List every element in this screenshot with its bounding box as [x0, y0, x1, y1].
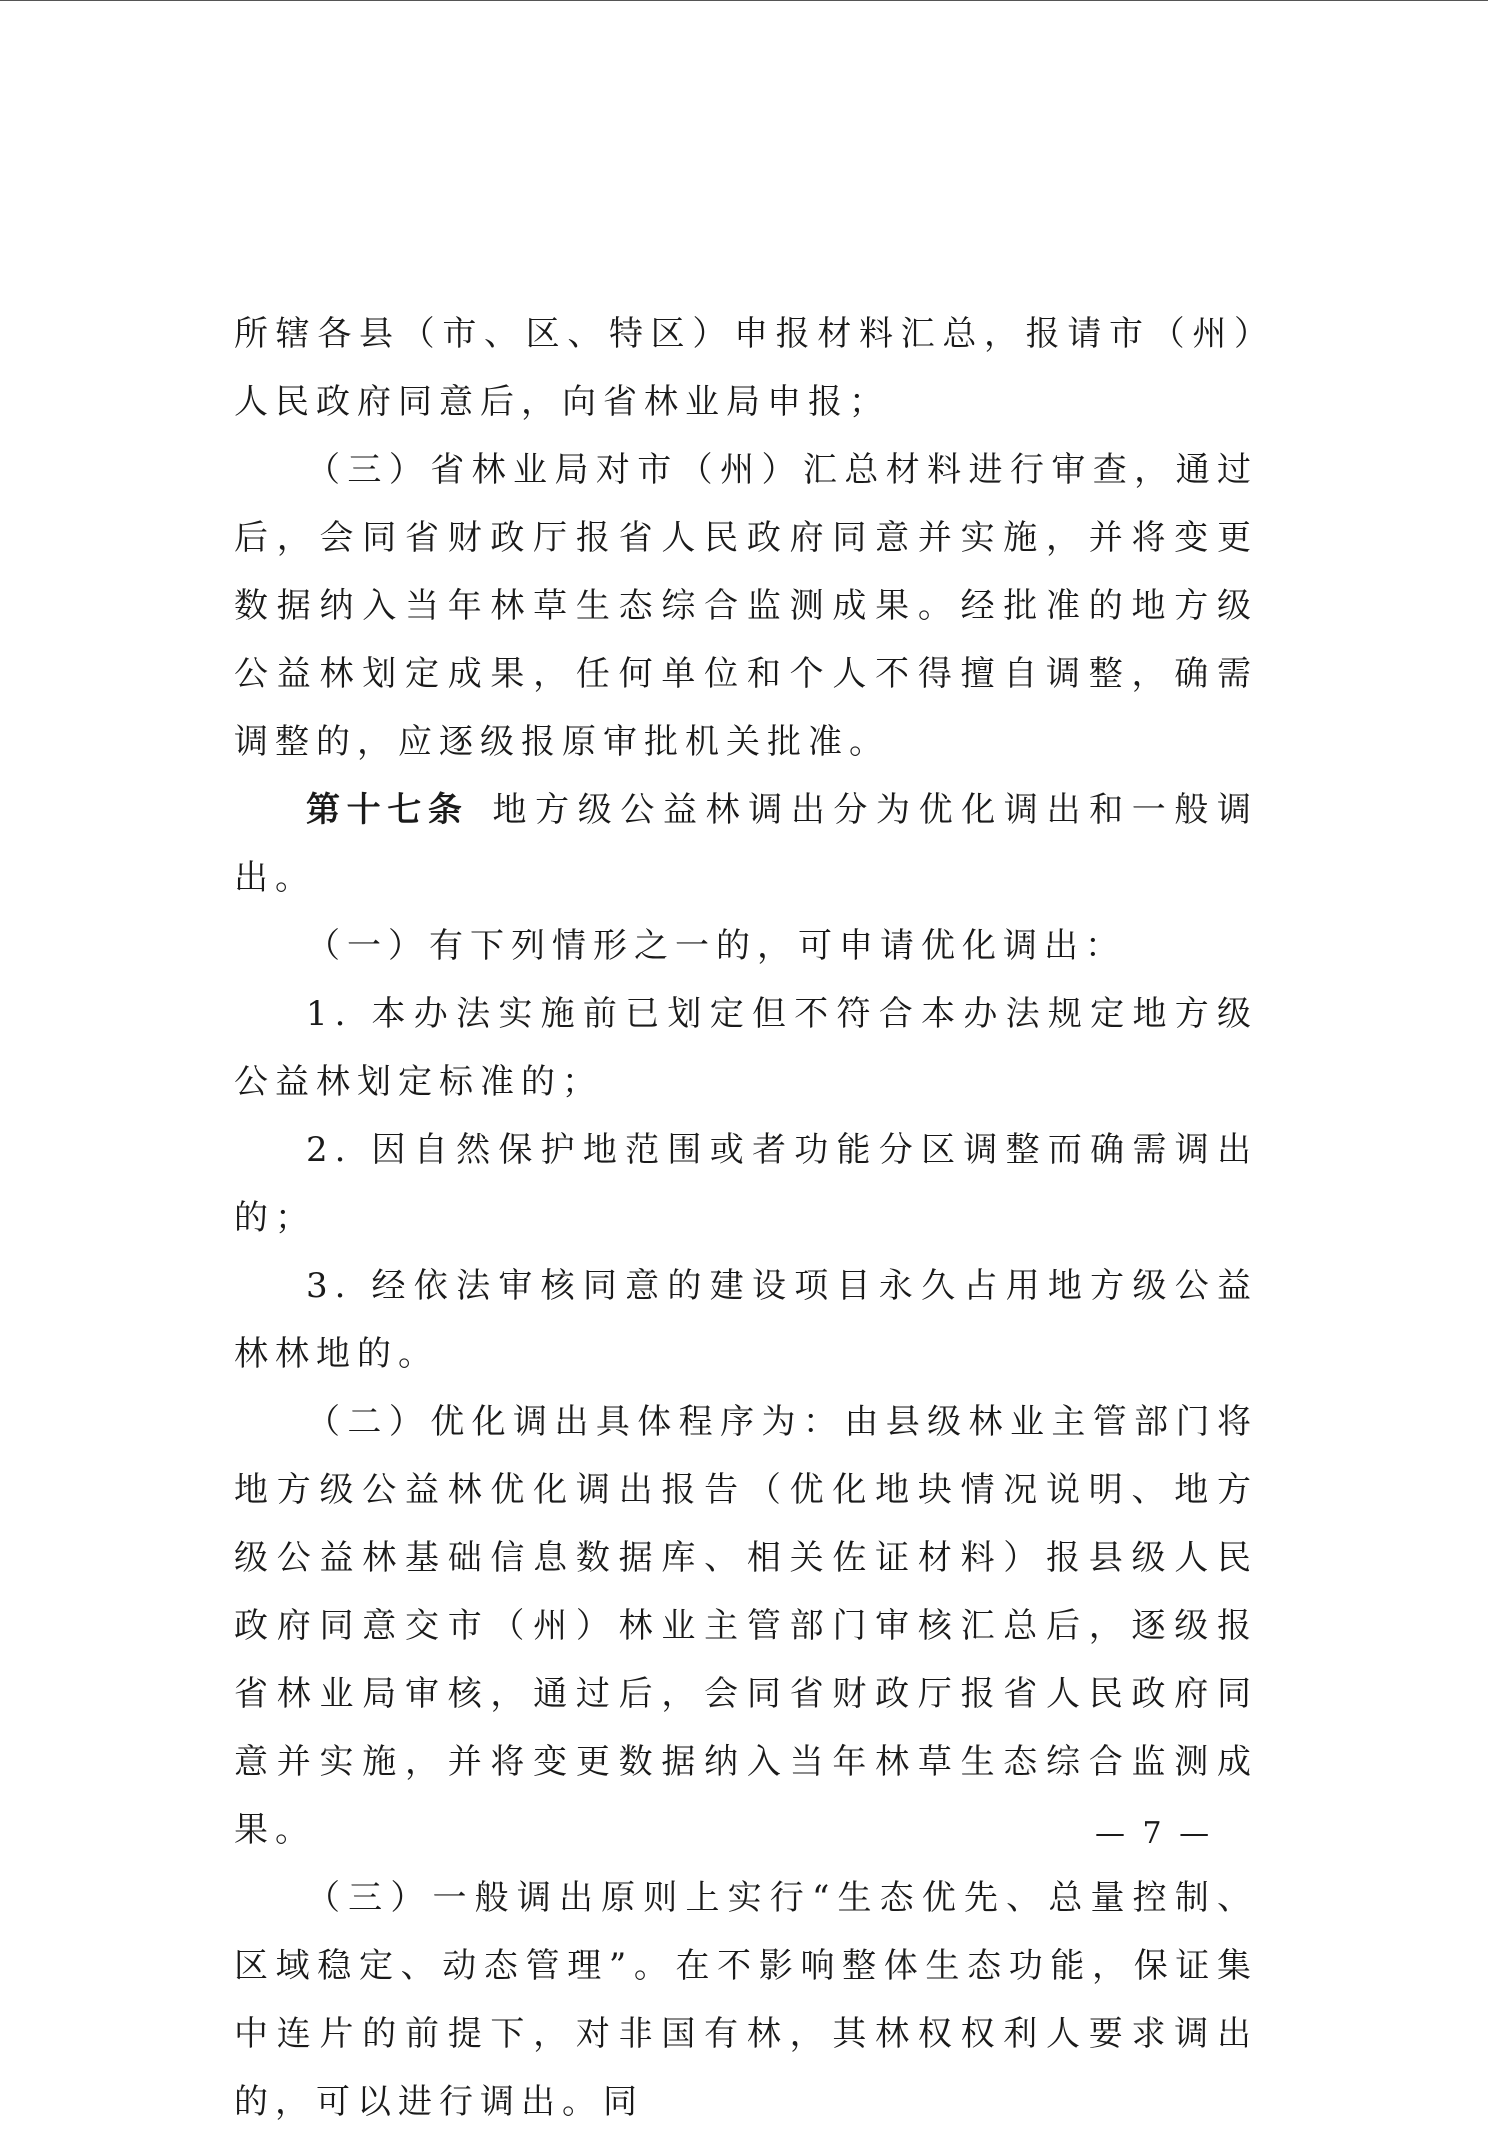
list-item-2 [234, 1116, 1258, 1252]
paragraph-4 [234, 912, 1258, 980]
paragraph-text: （一）有下列情形之一的，可申请优化调出： [306, 926, 1126, 966]
document-body [234, 300, 1258, 2136]
paragraph-text: 2. 因自然保护地范围或者功能分区调整而确需调出的； [234, 1130, 1258, 1238]
paragraph-text: （二）优化调出具体程序为：由县级林业主管部门将地方级公益林优化调出报告（优化地块情况说明、地方级公益林基础信息数据库、相关佐证材料）报县级人民政府同意交市（州）林业主管部门审核汇总后，逐级报省林业局审核，通过后，会同省财政厅报省人民政府同意并实施，并将变更数据纳入当年林草生态综合监测成果。 [234, 1402, 1258, 1850]
paragraph-text: （三）一般调出原则上实行“生态优先、总量控制、区域稳定、动态管理”。在不影响整体生态功能，保证集中连片的前提下，对非国有林，其林权权利人要求调出的，可以进行调出。同 [234, 1878, 1258, 2122]
paragraph-text: 地方级公益林调出分为优化调出和一般调出。 [234, 790, 1259, 898]
paragraph-text: （三）省林业局对市（州）汇总材料进行审查，通过后，会同省财政厅报省人民政府同意并实施，并将变更数据纳入当年林草生态综合监测成果。经批准的地方级公益林划定成果，任何单位和个人不得擅自调整，确需调整的，应逐级报原审批机关批准。 [234, 450, 1258, 762]
paragraph-text: 所辖各县（市、区、特区）申报材料汇总，报请市（州）人民政府同意后，向省林业局申报； [234, 314, 1258, 422]
paragraph-9 [234, 1864, 1258, 2136]
paragraph-1 [234, 300, 1258, 436]
paragraph-2 [234, 436, 1258, 776]
list-item-3 [234, 1252, 1258, 1388]
paragraph-text: 1. 本办法实施前已划定但不符合本办法规定地方级公益林划定标准的； [234, 994, 1258, 1102]
paragraph-text: 3. 经依法审核同意的建设项目永久占用地方级公益林林地的。 [234, 1266, 1258, 1374]
article-17 [234, 776, 1258, 912]
paragraph-8 [234, 1388, 1258, 1864]
top-border [0, 0, 1488, 1]
article-heading: 第十七条 [306, 790, 469, 830]
list-item-1 [234, 980, 1258, 1116]
page-number: — 7 — [1095, 1816, 1214, 1851]
